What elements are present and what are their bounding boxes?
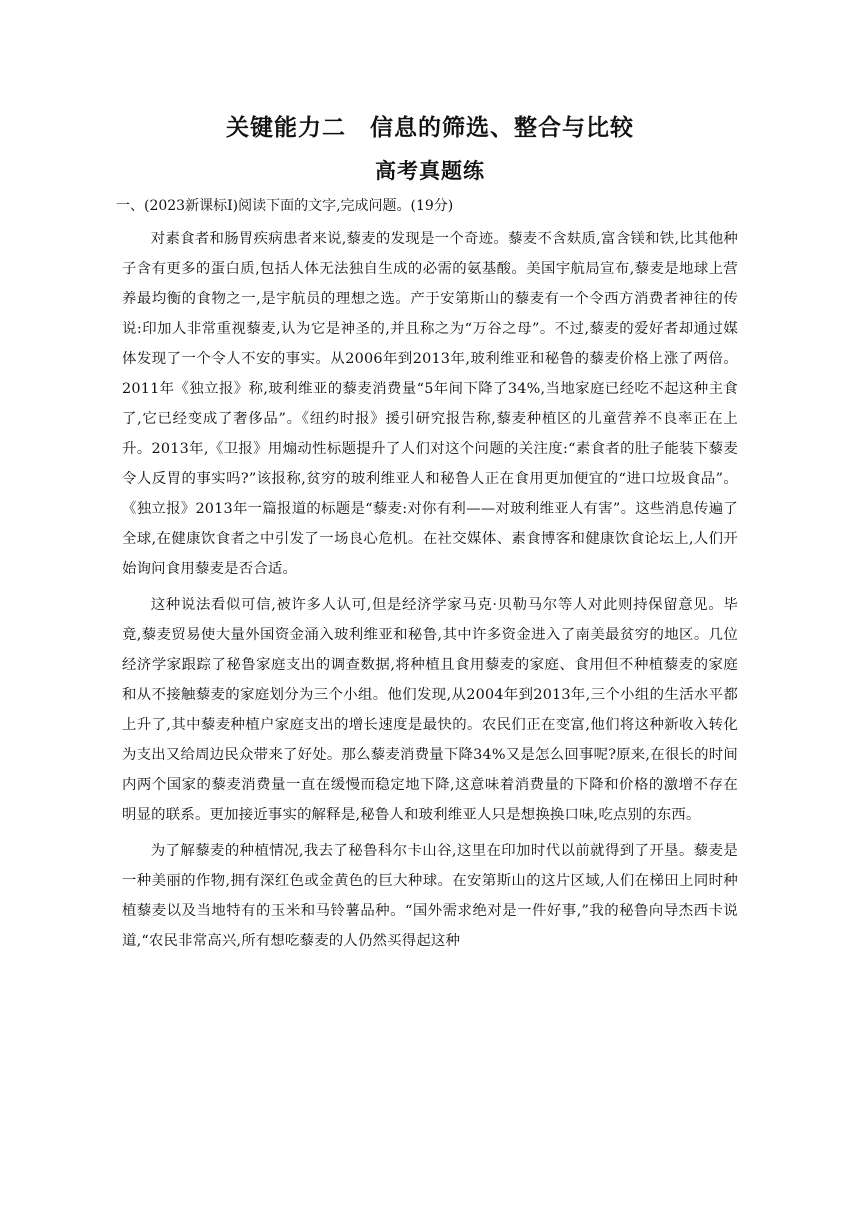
passage-paragraph-2: 这种说法看似可信,被许多人认可,但是经济学家马克·贝勒马尔等人对此则持保留意见。毕竟,藜麦贸易使大量外国资金涌入玻利维亚和秘鲁,其中许多资金进入了南美最贫穷的地区。几位经济学家跟踪了秘鲁家庭支出的调查数据,将种植且食用藜麦的家庭、食用但不种植藜麦的家庭和从不接触藜麦的家庭划分为三个小组。他们发现,从2004年到2013年,三个小组的生活水平都上升了,其中藜麦种植户家庭支出的增长速度是最快的。农民们正在变富,他们将这种新收入转化为支出又给周边民众带来了好处。那么藜麦消费量下降34%又是怎么回事呢?原来,在很长的时间内两个国家的藜麦消费量一直在缓慢而稳定地下降,这意味着消费量的下降和价格的激增不存在明显的联系。更加接近事实的解释是,秘鲁人和玻利维亚人只是想换换口味,吃点别的东西。 <box>122 597 738 823</box>
passage-paragraph-1: 对素食者和肠胃疾病患者来说,藜麦的发现是一个奇迹。藜麦不含麸质,富含镁和铁,比其他种子含有更多的蛋白质,包括人体无法独自生成的必需的氨基酸。美国宇航局宣布,藜麦是地球上营养最均衡的食物之一,是宇航员的理想之选。产于安第斯山的藜麦有一个令西方消费者神往的传说:印加人非常重视藜麦,认为它是神圣的,并且称之为“万谷之母”。不过,藜麦的爱好者却通过媒体发现了一个令人不安的事实。从2006年到2013年,玻利维亚和秘鲁的藜麦价格上涨了两倍。2011年《独立报》称,玻利维亚的藜麦消费量“5年间下降了34%,当地家庭已经吃不起这种主食了,它已经变成了奢侈品”。《纽约时报》援引研究报告称,藜麦种植区的儿童营养不良率正在上升。2013年,《卫报》用煽动性标题提升了人们对这个问题的关注度:“素食者的肚子能装下藜麦令人反胃的事实吗?”该报称,贫穷的玻利维亚人和秘鲁人正在食用更加便宜的“进口垃圾食品”。《独立报》2013年一篇报道的标题是“藜麦:对你有利——对玻利维亚人有害”。这些消息传遍了全球,在健康饮食者之中引发了一场良心危机。在社交媒体、素食博客和健康饮食论坛上,人们开始询问食用藜麦是否合适。 <box>122 231 738 577</box>
page-title: 关键能力二 信息的筛选、整合与比较 <box>226 115 634 141</box>
passage-paragraph-3: 为了解藜麦的种植情况,我去了秘鲁科尔卡山谷,这里在印加时代以前就得到了开垦。藜麦是一种美丽的作物,拥有深红色或金黄色的巨大种球。在安第斯山的这片区域,人们在梯田上同时种植藜麦以及当地特有的玉米和马铃薯品种。“国外需求绝对是一件好事,”我的秘鲁向导杰西卡说道,“农民非常高兴,所有想吃藜麦的人仍然买得起这种 <box>122 843 738 949</box>
section-subtitle: 高考真题练 <box>375 159 485 183</box>
reading-passage <box>122 224 738 956</box>
question-heading: 一、(2023新课标Ⅰ)阅读下面的文字,完成问题。(19分) <box>116 198 454 214</box>
